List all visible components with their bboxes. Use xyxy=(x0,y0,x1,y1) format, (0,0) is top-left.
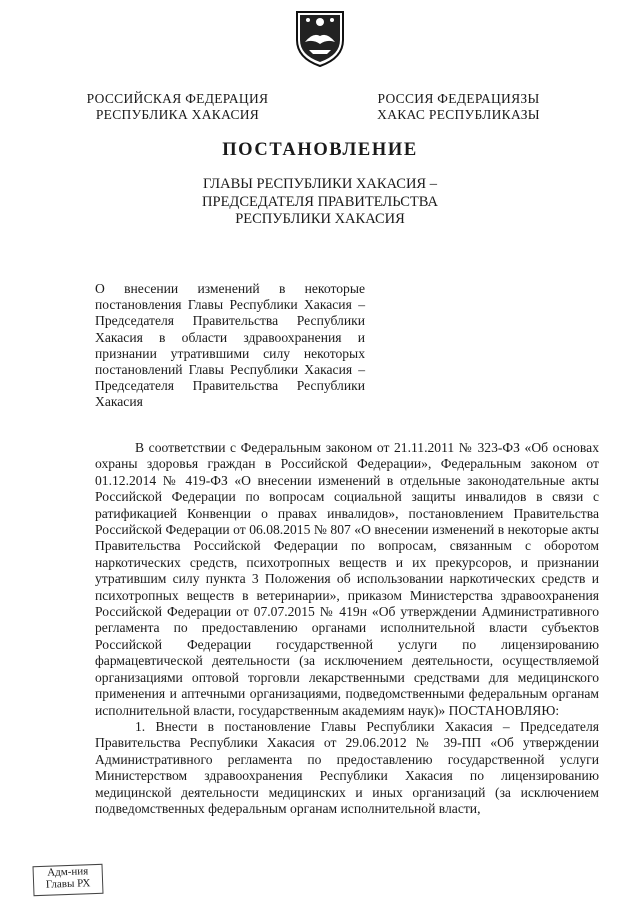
header-right-line1: РОССИЯ ФЕДЕРАЦИЯЗЫ xyxy=(377,91,540,106)
header-left-line1: РОССИЙСКАЯ ФЕДЕРАЦИЯ xyxy=(86,91,269,106)
item-1-paragraph: 1. Внести в постановление Главы Республики Хакасия – Председателя Правительства Республики Хакасия от 29.06.2012 № 39-ПП «Об утверждении Административного регламента по предоставлению государственной услуги Министерством здравоохранения Республики Хакасия по лицензированию медицинской деятельности медицинских и иных организаций (за исключением подведомственных федеральным органам исполнительной власти, xyxy=(95,718,599,816)
preamble-paragraph: В соответствии с Федеральным законом от 21.11.2011 № 323-ФЗ «Об основах охраны здоровья граждан в Российской Федерации», Федеральным законом от 01.12.2014 № 419-ФЗ «О внесении изменений в отдельные законодательные акты Российской Федерации по вопросам социальной защиты инвалидов в связи с ратификацией Конвенции о правах инвалидов», постановлением Правительства Российской Федерации от 06.08.2015 № 807 «О внесении изменений в некоторые акты Правительства Российской Федерации по вопросам, связанным с оборотом наркотических средств, психотропных веществ и их прекурсоров, и признании утратившим силу пункта 3 Положения об использовании наркотических средств и психотропных веществ в ветеринарии», приказом Министерства здравоохранения Российской Федерации от 07.07.2015 № 419н «Об утверждении Административного регламента по предоставлению органами исполнительной власти субъектов Российской Федерации государственной услуги по лицензированию фармацевтической деятельности (за исключением деятельности, осуществляемой организациями оптовой торговли лекарственными средствами для медицинского применения и аптечными организациями, подведомственными федеральным органам исполнительной власти, государственным академиям наук)» ПОСТАНОВЛЯЮ: xyxy=(95,440,599,718)
header-right-line2: ХАКАС РЕСПУБЛИКАЗЫ xyxy=(377,107,540,122)
issuer-line3: РЕСПУБЛИКИ ХАКАСИЯ xyxy=(235,211,405,227)
header-right xyxy=(366,91,551,123)
issuer-block xyxy=(0,176,640,229)
coat-of-arms-icon xyxy=(293,6,347,68)
stamp-line1: Адм-ния xyxy=(47,865,89,879)
document-body xyxy=(95,440,599,817)
issuer-line1: ГЛАВЫ РЕСПУБЛИКИ ХАКАСИЯ – xyxy=(203,176,437,192)
header-left-line2: РЕСПУБЛИКА ХАКАСИЯ xyxy=(95,107,260,122)
registration-stamp xyxy=(32,864,103,896)
stamp-line2: Главы РХ xyxy=(45,877,91,891)
document-subject: О внесении изменений в некоторые постановления Главы Республики Хакасия – Председателя Правительства Республики Хакасия в области здравоохранения и признании утратившими силу некоторых постановлений Главы Республики Хакасия – Председателя Правительства Республики Хакасия xyxy=(95,281,365,410)
issuer-line2: ПРЕДСЕДАТЕЛЯ ПРАВИТЕЛЬСТВА xyxy=(202,193,438,210)
header-left xyxy=(80,91,275,123)
document-title: ПОСТАНОВЛЕНИЕ xyxy=(222,140,418,160)
